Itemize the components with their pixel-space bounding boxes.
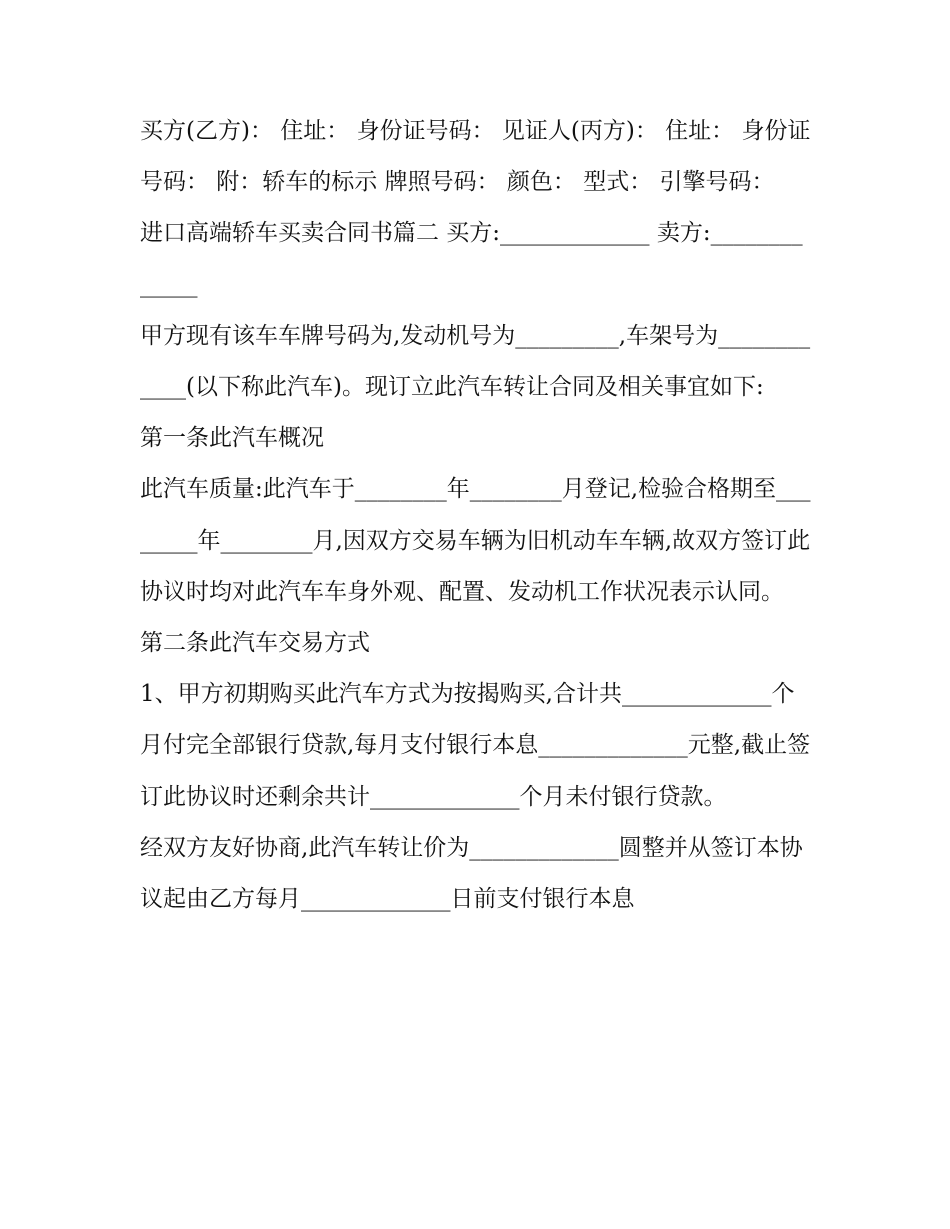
paragraph-party-info: 买方(乙方)： 住址： 身份证号码： 见证人(丙方)： 住址： 身份证号码： 附：轿车的标示 牌照号码： 颜色： 型式： 引擎号码： bbox=[140, 118, 811, 196]
document-body bbox=[140, 106, 812, 925]
heading-article-two: 第二条此汽车交易方式 bbox=[140, 630, 370, 657]
paragraph-vehicle-identification: 甲方现有该车车牌号码为,发动机号为_________,车架号为____________(以下称此汽车)。现订立此汽车转让合同及相关事宜如下: bbox=[140, 322, 811, 401]
paragraph-payment-method: 1、甲方初期购买此汽车方式为按揭购买,合计共_____________个月付完全部银行贷款,每月支付银行本息_____________元整,截止签订此协议时还剩余共计_____________个月未付银行贷款。 bbox=[140, 681, 811, 810]
paragraph-transfer-price: 经双方友好协商,此汽车转让价为_____________圆整并从签订本协议起由乙方每月_____________日前支付银行本息 bbox=[140, 834, 803, 913]
paragraph-vehicle-quality: 此汽车质量:此汽车于________年________月登记,检验合格期至________年________月,因双方交易车辆为旧机动车车辆,故双方签订此协议时均对此汽车车身外观、配置、发动机工作状况表示认同。 bbox=[140, 476, 811, 605]
paragraph-contract-title-parties: 进口高端轿车买卖合同书篇二 买方:_____________ 卖方:_____________ bbox=[140, 220, 803, 298]
heading-article-one: 第一条此汽车概况 bbox=[140, 425, 324, 452]
